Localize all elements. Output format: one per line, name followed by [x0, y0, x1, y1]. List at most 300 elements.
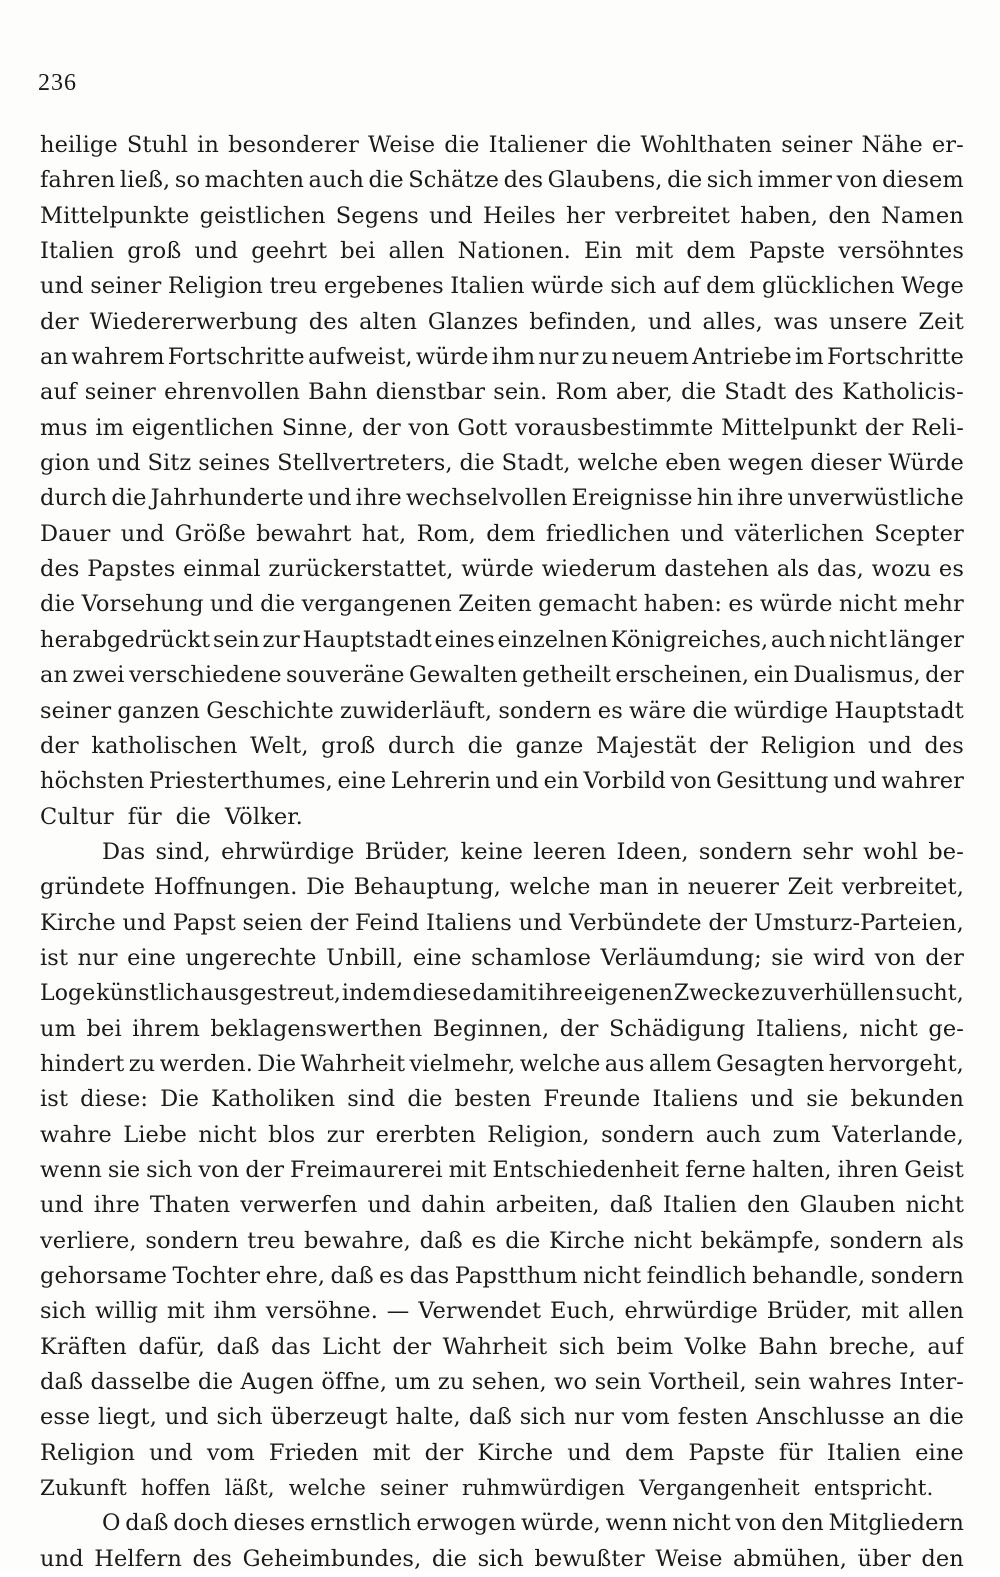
word: sie — [107, 1156, 141, 1183]
word: die — [175, 803, 211, 830]
word: sondern — [870, 1263, 964, 1289]
word: welche — [288, 1476, 366, 1502]
word: die — [197, 1369, 234, 1396]
word: Stadt, — [501, 450, 571, 477]
text-line — [40, 1436, 964, 1471]
word: glücklichen — [761, 273, 895, 300]
word: aus — [604, 1050, 645, 1077]
word: halten, — [751, 1156, 832, 1183]
word: vielmehr, — [409, 1050, 516, 1077]
word: Italien — [826, 1439, 902, 1466]
word: ganze — [515, 732, 584, 759]
word: vom — [621, 1404, 670, 1431]
word: nicht — [672, 1510, 731, 1537]
word: so — [174, 167, 201, 194]
word: Italiens — [426, 909, 512, 936]
word: Glaubens, — [547, 167, 663, 194]
word: dem — [624, 1439, 675, 1466]
word: aber, — [615, 379, 673, 406]
word: sich — [477, 1545, 524, 1572]
word: Gewalten — [408, 662, 518, 689]
page-number: 236 — [38, 70, 77, 96]
word: seiner — [84, 379, 156, 406]
text-line — [40, 411, 964, 446]
text-line — [40, 552, 964, 587]
word: im — [95, 414, 125, 441]
word: des — [40, 556, 80, 583]
word: daß — [216, 1333, 260, 1360]
word: ein — [543, 768, 579, 795]
word: Vergangenheit — [639, 1476, 800, 1502]
word: von — [836, 167, 878, 194]
word: zurückerstattet, — [268, 556, 454, 583]
word: Heiles — [483, 202, 556, 229]
word: man — [599, 874, 649, 901]
word: es — [471, 1227, 497, 1254]
word: ausgestreut, — [200, 981, 341, 1007]
word: die — [459, 450, 495, 477]
word: Verbündete — [568, 909, 702, 936]
word: bei — [340, 238, 376, 265]
word: ihre — [537, 981, 583, 1007]
word: ließ, — [119, 167, 171, 194]
word: allen — [388, 238, 445, 265]
word: Thaten — [149, 1192, 231, 1219]
word: fahren — [40, 167, 116, 194]
word: von — [670, 768, 712, 795]
word: und — [149, 1439, 193, 1466]
word: höchsten — [40, 768, 145, 795]
word: groß — [321, 732, 376, 759]
word: ihren — [837, 1156, 899, 1183]
word: ihrem — [132, 1015, 200, 1042]
word: alles, — [702, 308, 763, 335]
text-line — [40, 234, 964, 269]
word: Gesagten — [716, 1050, 825, 1077]
text-line — [40, 1224, 964, 1259]
text-line — [40, 269, 964, 304]
word: sie — [771, 944, 804, 971]
word: Priesterthumes, — [148, 768, 333, 795]
word: sondern — [601, 1121, 695, 1148]
word: an — [892, 1404, 921, 1431]
word: geehrt — [251, 238, 328, 265]
word: bewahre, — [304, 1227, 411, 1254]
word: wenn — [605, 1510, 668, 1537]
text-line — [40, 163, 964, 198]
word: Religion — [760, 732, 856, 759]
word: was — [773, 308, 819, 335]
word: um — [394, 1369, 431, 1396]
word: der — [245, 1156, 285, 1183]
word: Geschichte — [206, 697, 334, 724]
word: und — [868, 732, 912, 759]
word: als — [931, 1227, 964, 1254]
word: zur — [326, 1121, 365, 1148]
word: haben, — [740, 202, 819, 229]
word: Licht — [322, 1333, 381, 1360]
text-line — [40, 199, 964, 234]
word: Glauben — [799, 1192, 896, 1219]
word: dieses — [233, 1510, 306, 1537]
word: zu — [128, 1050, 156, 1077]
word: diese — [412, 981, 472, 1007]
word: ganzen — [117, 697, 200, 724]
word: sind, — [155, 838, 211, 865]
word: seien — [242, 909, 303, 936]
word: sie — [806, 1086, 839, 1113]
word: friedlichen — [545, 520, 671, 547]
word: Papstthum — [454, 1263, 578, 1289]
word: gehorsame — [40, 1263, 168, 1289]
word: eine — [127, 944, 176, 971]
word: Das — [102, 838, 146, 865]
word: Gott — [457, 414, 508, 441]
word: Feind — [355, 909, 420, 936]
word: Euch, — [550, 1298, 616, 1325]
word: die — [692, 697, 728, 724]
word: ein — [753, 662, 789, 689]
word: zu — [761, 981, 788, 1007]
text-line — [40, 340, 964, 375]
word: des — [794, 379, 834, 406]
word: — — [386, 1298, 410, 1325]
word: Mitgliedern — [828, 1510, 964, 1537]
word: an — [40, 662, 69, 689]
word: auf — [663, 273, 700, 300]
text-line — [40, 1188, 964, 1223]
word: machten — [204, 167, 305, 194]
word: dieser — [810, 450, 882, 477]
word: die — [368, 167, 404, 194]
word: wohl — [863, 838, 919, 865]
word: halte, — [395, 1404, 461, 1431]
word: im — [795, 344, 824, 371]
word: Religion, — [487, 1121, 590, 1148]
word: nicht — [859, 1015, 918, 1042]
word: welche — [577, 450, 659, 477]
word: eigenen — [583, 981, 673, 1007]
word: Königreiches, — [610, 626, 769, 653]
word: sondern — [498, 697, 592, 724]
word: das — [271, 1333, 311, 1360]
word: es — [938, 556, 964, 583]
word: und — [40, 273, 84, 300]
word: diesem — [882, 167, 964, 194]
word: dem — [686, 238, 736, 265]
word: Weise — [368, 132, 436, 158]
word: den — [747, 1192, 790, 1219]
text-line — [40, 729, 964, 764]
word: bekämpfe, — [700, 1227, 821, 1254]
word: Anschlusse — [756, 1404, 885, 1431]
word: die — [681, 379, 717, 406]
word: besten — [454, 1086, 532, 1113]
word: mit — [372, 1439, 411, 1466]
word: Zwecke — [673, 981, 761, 1007]
word: Nationen. — [457, 238, 571, 265]
word: er- — [931, 132, 964, 158]
word: mit — [448, 1156, 487, 1183]
word: väterlichen — [734, 520, 865, 547]
paragraph-last-line — [40, 800, 964, 835]
word: durch — [387, 732, 456, 759]
word: heilige — [40, 132, 118, 158]
word: Umsturz-Parteien, — [753, 909, 964, 936]
word: Mittelpunkte — [40, 202, 190, 229]
word: Inter- — [899, 1369, 964, 1396]
word: daß — [468, 1404, 512, 1431]
word: für — [778, 1439, 813, 1466]
text-line — [40, 128, 964, 163]
word: Lehrerin — [390, 768, 491, 795]
word: haben: — [643, 591, 723, 618]
word: zum — [772, 1121, 821, 1148]
word: länger — [889, 626, 964, 653]
word: und — [307, 485, 352, 512]
word: nicht — [828, 626, 888, 653]
word: Jahrhunderte — [150, 485, 304, 512]
word: Liebe — [123, 1121, 187, 1148]
word: es — [597, 697, 623, 724]
word: gion — [40, 450, 91, 477]
word: die — [407, 1086, 443, 1113]
word: und — [122, 909, 167, 936]
word: wahrer — [881, 768, 964, 795]
word: von — [874, 944, 916, 971]
word: der — [424, 1439, 464, 1466]
word: in — [657, 874, 680, 901]
word: ihre — [355, 485, 402, 512]
word: Papste — [688, 1439, 765, 1466]
word: hindert — [40, 1050, 125, 1077]
word: den — [828, 202, 871, 229]
word: Papste — [748, 238, 826, 265]
word: versöhne. — [265, 1298, 378, 1325]
word: Italien — [40, 238, 115, 265]
word: versöhntes — [838, 238, 964, 265]
word: die — [260, 591, 296, 618]
text-line — [40, 906, 964, 941]
word: die — [467, 732, 503, 759]
word: vom — [206, 1439, 255, 1466]
word: mehr — [903, 591, 964, 618]
word: sehen, — [471, 1369, 547, 1396]
text-line — [40, 517, 964, 552]
word: würde, — [520, 1510, 601, 1537]
word: und — [680, 520, 725, 547]
text-line — [40, 1542, 964, 1577]
word: sich — [519, 1404, 567, 1431]
word: zwei — [72, 662, 125, 689]
word: verbreitet, — [841, 874, 964, 901]
text-line — [40, 1294, 964, 1329]
word: das — [409, 1263, 450, 1289]
word: sein — [212, 626, 260, 653]
word: daß — [419, 1227, 463, 1254]
body-text — [40, 128, 964, 1577]
word: und — [120, 520, 165, 547]
word: keine — [460, 838, 524, 865]
text-line — [40, 941, 964, 976]
word: Vorsehung — [81, 591, 204, 618]
word: Cultur — [40, 803, 114, 830]
word: indem — [341, 981, 412, 1007]
word: Dualismus, — [793, 662, 921, 689]
word: Zeit — [787, 874, 834, 901]
word: auf — [927, 1333, 964, 1360]
word: eine — [337, 768, 387, 795]
word: Geist — [904, 1156, 964, 1183]
word: ihm — [213, 1298, 257, 1325]
word: ihre — [737, 485, 784, 512]
word: mit — [635, 238, 674, 265]
word: Geheimbundes, — [242, 1545, 422, 1572]
word: wegen — [728, 450, 804, 477]
word: Weise — [655, 1545, 723, 1572]
word: Ideen, — [616, 838, 689, 865]
word: Brüder, — [364, 838, 451, 865]
word: nicht — [905, 1192, 964, 1219]
word: und — [40, 1545, 84, 1572]
word: bewußter — [534, 1545, 645, 1572]
word: Kirche — [40, 909, 116, 936]
word: wäre — [629, 697, 687, 724]
word: einzelnen — [497, 626, 609, 653]
word: unverwüstliche — [787, 485, 964, 512]
word: sich — [146, 1156, 193, 1183]
word: ge- — [928, 1015, 964, 1042]
word: läßt, — [224, 1476, 275, 1502]
word: Unbill, — [326, 944, 404, 971]
word: die — [928, 1404, 964, 1431]
word: schamlose — [471, 944, 592, 971]
word: neuem — [611, 344, 689, 371]
word: Tochter — [172, 1263, 261, 1289]
word: Papst — [172, 909, 236, 936]
word: Schätze — [408, 167, 500, 194]
word: Hauptstadt — [834, 697, 964, 724]
word: und — [194, 238, 239, 265]
word: sondern — [829, 1227, 923, 1254]
word: hervorgeht, — [828, 1050, 964, 1077]
word: zuwiderläuft, — [339, 697, 493, 724]
word: Volke — [684, 1333, 747, 1360]
word: Größe — [174, 520, 246, 547]
word: die — [431, 1545, 468, 1572]
word: mit — [861, 1298, 900, 1325]
paragraph-first-line — [40, 835, 964, 870]
word: Segens — [335, 202, 419, 229]
word: sich — [610, 273, 657, 300]
word: Stellvertreters, — [277, 450, 453, 477]
word: Die — [160, 1086, 200, 1113]
word: dem — [486, 520, 536, 547]
word: Die — [257, 1050, 297, 1077]
paragraph-last-line — [40, 1471, 964, 1506]
word: daß — [609, 1192, 653, 1219]
word: der — [362, 414, 401, 441]
word: bewahrt — [256, 520, 352, 547]
word: doch — [173, 1510, 229, 1537]
word: Italiens — [652, 1086, 739, 1113]
word: wird — [813, 944, 866, 971]
word: daß — [330, 1263, 374, 1289]
word: der — [40, 308, 79, 335]
text-line — [40, 1118, 964, 1153]
word: nur — [77, 944, 118, 971]
word: souveräne — [286, 662, 405, 689]
word: nur — [573, 1404, 614, 1431]
word: welche — [509, 874, 591, 901]
word: dem — [706, 273, 756, 300]
word: Papstes — [87, 556, 176, 583]
word: eines — [434, 626, 495, 653]
word: Reli- — [911, 414, 964, 441]
word: für — [127, 803, 162, 830]
word: Bahn — [308, 379, 368, 406]
word: Ein — [583, 238, 623, 265]
word: und — [429, 202, 473, 229]
word: mus — [40, 414, 88, 441]
word: Entschiedenheit — [492, 1156, 680, 1183]
word: von — [735, 1510, 777, 1537]
word: über — [857, 1545, 911, 1572]
word: beklagenswerthen — [210, 1015, 423, 1042]
word: nur — [538, 344, 579, 371]
word: nicht — [633, 1227, 692, 1254]
word: herabgedrückt — [40, 626, 211, 653]
word: des — [503, 167, 544, 194]
word: ferne — [685, 1156, 746, 1183]
word: wahrem — [71, 344, 165, 371]
word: als — [776, 556, 810, 583]
word: des — [192, 1545, 233, 1572]
word: neuerer — [687, 874, 779, 901]
text-line — [40, 1400, 964, 1435]
word: sehr — [802, 838, 853, 865]
word: einmal — [183, 556, 261, 583]
word: Zeiten — [458, 591, 532, 618]
word: Italiener — [488, 132, 588, 158]
word: und — [567, 1439, 611, 1466]
word: nicht — [582, 1263, 642, 1289]
word: der — [559, 1015, 599, 1042]
text-line — [40, 764, 964, 799]
word: von — [198, 1156, 240, 1183]
word: seiner — [379, 1476, 449, 1502]
word: Beginnen, — [432, 1015, 550, 1042]
word: bei — [86, 1015, 122, 1042]
word: Fortschritte — [827, 344, 964, 371]
word: der — [925, 944, 964, 971]
word: die — [667, 167, 703, 194]
word: verschiedene — [128, 662, 282, 689]
word: der — [392, 1333, 432, 1360]
word: würde — [759, 591, 833, 618]
word: auf — [40, 379, 77, 406]
word: hoffen — [140, 1476, 211, 1502]
word: sondern — [698, 838, 793, 865]
word: das, — [817, 556, 864, 583]
word: katholischen — [91, 732, 238, 759]
word: eigentlichen — [131, 414, 275, 441]
word: sein. — [493, 379, 548, 406]
text-line — [40, 694, 964, 729]
word: wiederum — [541, 556, 657, 583]
word: Fortschritte — [167, 344, 305, 371]
word: Freunde — [543, 1086, 641, 1113]
